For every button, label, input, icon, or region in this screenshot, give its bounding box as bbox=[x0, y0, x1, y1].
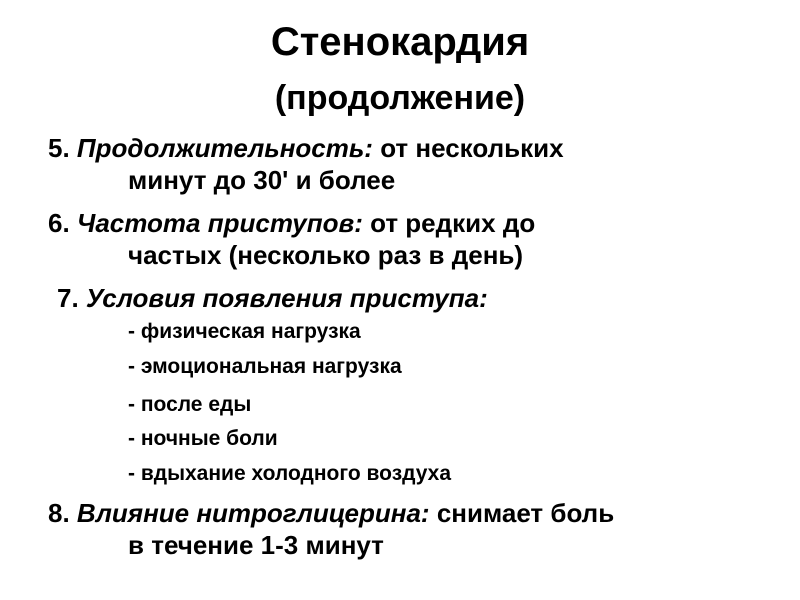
item-continuation: минут до 30' и более bbox=[128, 165, 396, 195]
item-number: 7. bbox=[57, 283, 79, 313]
condition-item: - эмоциональная нагрузка bbox=[128, 355, 402, 378]
condition-item: - после еды bbox=[128, 393, 252, 416]
item-text: снимает боль bbox=[429, 498, 615, 528]
item-label: Продолжительность: bbox=[76, 133, 373, 163]
condition-item: - физическая нагрузка bbox=[128, 320, 361, 343]
condition-item: - ночные боли bbox=[128, 427, 278, 450]
item-continuation: частых (несколько раз в день) bbox=[128, 240, 524, 270]
list-item-conditions bbox=[57, 282, 488, 314]
item-continuation: в течение 1-3 минут bbox=[128, 530, 384, 560]
item-label: Влияние нитроглицерина: bbox=[76, 498, 430, 528]
slide-subtitle: (продолжение) bbox=[274, 79, 526, 117]
item-number: 6. bbox=[48, 208, 70, 238]
item-label: Условия появления приступа: bbox=[85, 283, 488, 313]
item-number: 8. bbox=[48, 498, 70, 528]
item-number: 5. bbox=[48, 133, 70, 163]
list-item-nitroglycerin bbox=[48, 497, 614, 561]
list-item-duration bbox=[48, 132, 564, 196]
list-item-frequency bbox=[48, 207, 535, 271]
item-text: от нескольких bbox=[372, 133, 564, 163]
condition-item: - вдыхание холодного воздуха bbox=[128, 462, 452, 485]
item-text: от редких до bbox=[362, 208, 536, 238]
slide-title: Стенокардия bbox=[270, 20, 530, 64]
item-label: Частота приступов: bbox=[76, 208, 363, 238]
